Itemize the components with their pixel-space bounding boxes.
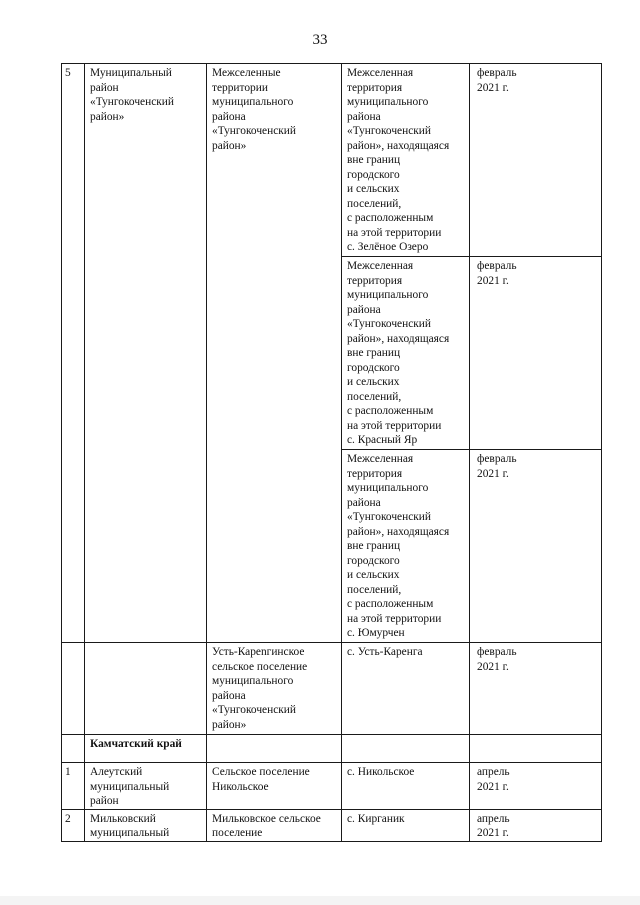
page-number: 33 — [312, 32, 328, 48]
municipality-cell: Мильковское сельское поселение — [207, 809, 342, 841]
table-row — [62, 809, 602, 841]
settlement-cell: Межселенная территория муниципального района «Тунгокоченский район», находящаяся вне границ городского и сельских поселений, с расположенным на этой территории с. Зелёное Озеро — [342, 64, 470, 257]
date-cell: февраль 2021 г. — [470, 64, 602, 257]
row-number-cell — [62, 735, 85, 763]
settlement-cell: Межселенная территория муниципального района «Тунгокоченский район», находящаяся вне границ городского и сельских поселений, с расположенным на этой территории с. Юмурчен — [342, 450, 470, 643]
district-cell: Муниципальный район «Тунгокоченский район» — [85, 64, 207, 643]
region-row — [62, 735, 602, 763]
scan-edge — [0, 896, 640, 905]
settlement-cell: с. Кирганик — [342, 809, 470, 841]
district-cell: Мильковский муниципальный — [85, 809, 207, 841]
schedule-table — [61, 63, 602, 842]
row-number-cell: 1 — [62, 763, 85, 810]
date-cell: февраль 2021 г. — [470, 257, 602, 450]
municipality-cell — [207, 735, 342, 763]
settlement-cell — [342, 735, 470, 763]
district-cell — [85, 643, 207, 735]
date-cell: февраль 2021 г. — [470, 450, 602, 643]
table-row — [62, 64, 602, 257]
table-row — [62, 763, 602, 810]
settlement-cell: с. Усть-Каренга — [342, 643, 470, 735]
date-cell — [470, 735, 602, 763]
district-cell: Алеутский муниципальный район — [85, 763, 207, 810]
settlement-cell: с. Никольское — [342, 763, 470, 810]
settlement-cell: Межселенная территория муниципального района «Тунгокоченский район», находящаяся вне границ городского и сельских поселений, с расположенным на этой территории с. Красный Яр — [342, 257, 470, 450]
date-cell: апрель 2021 г. — [470, 763, 602, 810]
municipality-cell: Сельское поселение Никольское — [207, 763, 342, 810]
municipality-cell: Усть-Карenгинское сельское поселение муниципального района «Тунгокоченский район» — [207, 643, 342, 735]
region-heading: Камчатский край — [85, 735, 207, 763]
date-cell: апрель 2021 г. — [470, 809, 602, 841]
row-number-cell — [62, 643, 85, 735]
row-number-cell: 5 — [62, 64, 85, 643]
date-cell: февраль 2021 г. — [470, 643, 602, 735]
table-row — [62, 643, 602, 735]
row-number-cell: 2 — [62, 809, 85, 841]
municipality-cell: Межселенные территории муниципального района «Тунгокоченский район» — [207, 64, 342, 643]
